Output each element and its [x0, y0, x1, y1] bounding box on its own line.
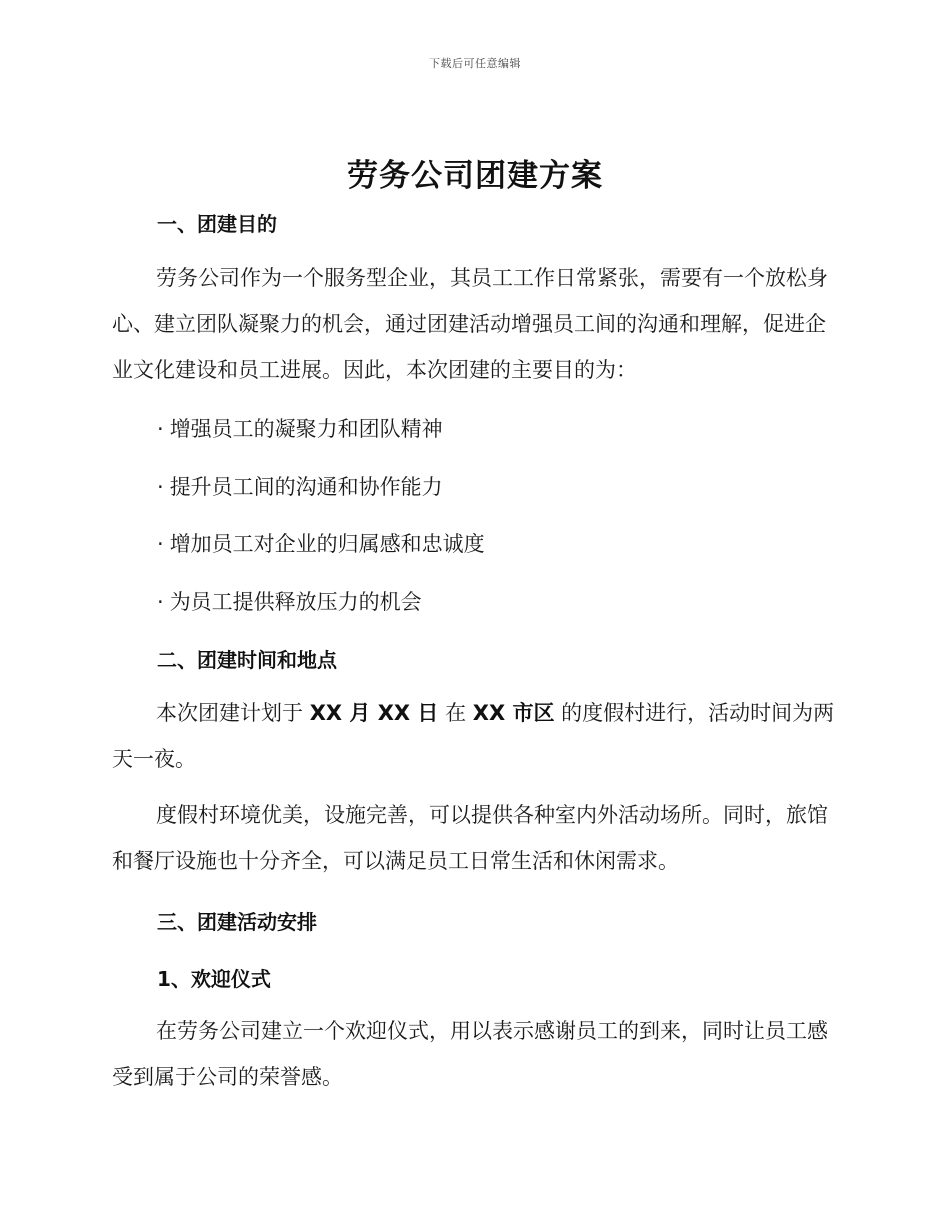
bullet-marker: · — [157, 532, 164, 556]
list-item — [157, 586, 422, 616]
bullet-marker: · — [157, 475, 164, 499]
section-heading-time-place: 二、团建时间和地点 — [157, 648, 337, 672]
page-header-note: 下载后可任意编辑 — [429, 57, 521, 70]
document-title: 劳务公司团建方案 — [347, 158, 603, 194]
paragraph-purpose: 劳务公司作为一个服务型企业，其员工工作日常紧张，需要有一个放松身心、建立团队凝聚力的机会，通过团建活动增强员工间的沟通和理解，促进企业文化建设和员工进展。因此，本次团建的主要目的为： — [112, 266, 828, 382]
section-heading-activities: 三、团建活动安排 — [157, 910, 317, 934]
bullet-text: 为员工提供释放压力的机会 — [169, 590, 422, 614]
bullet-marker: · — [157, 417, 164, 441]
bullet-text: 增加员工对企业的归属感和忠诚度 — [169, 532, 485, 556]
bullet-text: 提升员工间的沟通和协作能力 — [169, 475, 443, 499]
list-item — [157, 413, 443, 443]
event-date: XX 月 XX 日 — [309, 701, 439, 725]
section-heading-purpose: 一、团建目的 — [157, 212, 277, 236]
text-fragment: 的度假村进行，活动时间为两天一夜。 — [112, 701, 835, 771]
list-item — [157, 471, 443, 501]
event-place: XX 市区 — [472, 701, 555, 725]
bullet-marker: · — [157, 590, 164, 614]
text-fragment: 在 — [438, 701, 473, 725]
list-item — [157, 528, 485, 558]
paragraph-welcome: 在劳务公司建立一个欢迎仪式，用以表示感谢员工的到来，同时让员工感受到属于公司的荣誉感。 — [112, 1019, 828, 1089]
subsection-heading-welcome: 1、欢迎仪式 — [157, 967, 271, 991]
text-fragment: 本次团建计划于 — [156, 701, 310, 725]
paragraph-time-place — [112, 690, 842, 782]
paragraph-venue: 度假村环境优美，设施完善，可以提供各种室内外活动场所。同时，旅馆和餐厅设施也十分齐全，可以满足员工日常生活和休闲需求。 — [112, 803, 828, 873]
bullet-text: 增强员工的凝聚力和团队精神 — [169, 417, 443, 441]
